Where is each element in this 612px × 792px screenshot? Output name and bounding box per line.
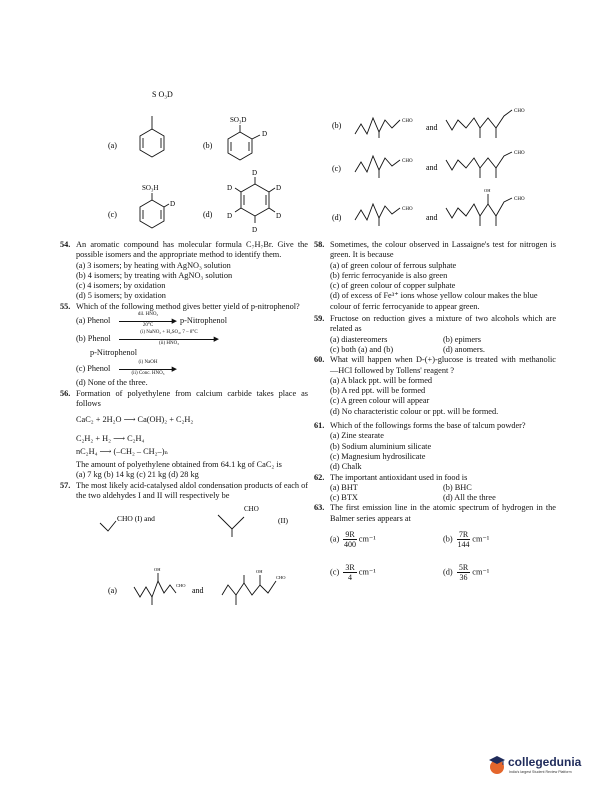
option-a-label: (a) [330,534,340,544]
logo-tagline: India's largest Student Review Platform [509,770,572,774]
option-d-label: (d) [443,567,453,577]
question-55 [60,302,308,312]
option-b-label: (b) [203,141,213,150]
option-d: (d) None of the three. [76,378,148,388]
d-d-top: D [252,169,258,177]
options-row: (a) 7 kg (b) 14 kg (c) 21 kg (d) 28 kg [76,470,199,480]
arrow-head-icon: ▶ [171,317,177,326]
cho-b2: CHO [514,109,525,114]
unit: cm⁻¹ [358,567,376,577]
cho-b1: CHO [402,119,413,124]
option-d: (d) of excess of Fe³⁺ ions whose yellow colour makes the blue colour of ferric ferrocyanide to appear green. [330,291,538,311]
question-number: 58. [314,240,325,249]
option-b: (b) A red ppt. will be formed [330,386,426,396]
question-56 [60,389,308,410]
cho-c2: CHO [514,151,525,156]
and-c: and [426,163,438,172]
so3d-top-label: S O₃D [152,90,173,99]
question-57 [60,481,308,502]
benzene-ring-a [140,116,164,157]
option-b-product: p-Nitrophenol [90,348,138,358]
question-text: Sometimes, the colour observed in Lassaigne's test for nitrogen is green. It is because [330,240,556,260]
option-b: (b) Sodium aluminium silicate [330,441,432,451]
unit: cm⁻¹ [472,567,490,577]
arrow-head-icon: ▶ [171,365,177,374]
question-text: The most likely acid-catalysed aldol condensation products of each of the two aldehydes I and II will respectively be [76,480,309,501]
oh-d: OH [484,188,491,193]
question-number: 62. [314,472,325,482]
question-text-2: The amount of polyethylene obtained from 64.1 kg of CaC₂ is [76,460,282,470]
option-c: (c) BTX [330,493,358,503]
question-number: 60. [314,355,325,365]
reagent-label: dil. HNO₃ [137,312,159,318]
chain-b2 [446,110,512,130]
option-b: (b) epimers [443,334,482,344]
oh-a1: OH [154,567,161,573]
benzene-ring-b [228,125,260,160]
option-b [443,530,556,549]
so3d-b: SO₃D [230,116,247,124]
product-a1-chain [134,581,176,597]
denominator: 36 [459,573,468,583]
cho-d1: CHO [402,207,413,212]
unit: cm⁻¹ [472,534,490,544]
reaction-arrow [119,314,177,328]
option-b-label: (b) [443,534,453,544]
arrow-head-icon: ▶ [213,335,219,344]
chain-b1 [355,118,400,134]
denominator: 144 [457,540,470,550]
option-d: (d) All the three [443,493,496,503]
cho-d2: CHO [514,197,525,202]
question-number: 61. [314,421,325,431]
option-a: (a) BHT [330,482,358,492]
option-d: (d) No characteristic colour or ppt. will be formed. [330,406,499,416]
d-d-bottom: D [252,226,258,234]
d-d-right-down: D [276,212,282,220]
reaction-arrow [119,362,177,376]
aldol-options-right [330,98,560,238]
option-c: (c) both (a) and (b) [330,344,394,354]
aldehyde-i-chain [100,521,116,531]
question-63 [314,503,556,524]
option-c: (c) A green colour will appear [330,396,430,406]
option-c: (c) Magnesium hydrosilicate [330,451,426,461]
chain-d1 [355,204,400,220]
option-d: (d) anomers. [443,344,485,354]
numerator: 7R [458,530,469,540]
option-a: (a) diastereomers [330,334,388,344]
product-a2-chain [222,581,276,595]
graduation-cap-icon [488,754,506,776]
options-row-2 [314,493,556,503]
reagent-label: (i) NaNO₂ + H₂SO₄, 7 – 8°C [140,330,198,336]
question-text: Which of the following method gives better yield of p-nitrophenol? [76,301,300,311]
option-a-label: (a) [108,586,117,596]
question-61 [314,421,556,431]
reagent-label-2: (ii) HNO₃ [159,341,179,347]
question-60 [314,355,556,376]
right-column [314,240,556,582]
option-a: (a) Zine stearate [330,431,384,441]
question-number: 54. [60,240,71,249]
denominator: 400 [344,540,357,550]
question-text: The important antioxidant used in food is [330,472,468,482]
options-row-2 [314,563,556,582]
question-text: The first emission line in the atomic spectrum of hydrogen in the Balmer series appears at [330,503,556,523]
question-62 [314,473,556,483]
equation-3: nC₂H₄ ⟶ (–CH₂ – CH₂–)ₙ [76,446,169,456]
d-c: D [170,200,176,208]
and-a: and [192,586,204,596]
question-number: 57. [60,480,71,490]
reagent-label-2: (ii) Conc. HNO₃ [131,371,165,377]
option-a: (a) of green colour of ferrous sulphate [330,260,457,270]
aldehyde-ii-chain [218,515,244,529]
option-a-label: (a) [108,141,117,150]
collegedunia-logo [488,752,580,784]
benzene-ring-c [140,193,169,228]
question-number: 59. [314,314,325,324]
question-text: What will happen when D-(+)-glucose is treated with methanolic —HCl followed by Tollens' reagent ? [330,355,556,375]
option-c: (c) 4 isomers; by oxidation [76,281,166,291]
structure-options-top [100,80,310,245]
option-a-reaction [60,314,308,328]
fraction-a [343,530,356,549]
option-c-label-right: (c) [332,164,341,173]
option-b: (b) 4 isomers; by treating with AgNO₃ solution [76,270,233,280]
left-column [60,240,308,625]
question-number: 56. [60,388,71,398]
option-a-label: (a) Phenol [76,315,111,325]
numerator: 3R [345,563,355,573]
fraction-c [343,563,356,582]
option-a: (a) A black ppt. will be formed [330,375,433,385]
aldehyde-structures [60,501,308,621]
option-b-label-right: (b) [332,121,342,130]
option-c [330,563,443,582]
logo-name: collegedunia [508,755,582,769]
d-b: D [262,130,268,138]
reaction-arrow [119,332,219,346]
cho-a1: CHO [176,583,186,589]
equation-1: CaC₂ + 2H₂O ⟶ Ca(OH)₂ + C₂H₂ [76,415,194,425]
option-b-label: (b) Phenol [76,333,111,343]
so3h-c: SO₃H [142,184,159,192]
question-58 [314,240,556,261]
cho-c1: CHO [402,159,413,164]
option-d-label-right: (d) [332,213,342,222]
benzene-ring-d [235,177,275,223]
equation-2: C₂H₂ + H₂ ⟶ C₂H₄ [76,433,145,443]
option-c-label: (c) [330,567,340,577]
fraction-b [457,530,470,549]
option-a: (a) 3 isomers; by heating with AgNO₃ solution [76,260,231,270]
aldehyde-ii-cho: CHO [244,505,259,514]
aldehyde-ii-label: (II) [278,516,288,526]
fraction-d [457,563,470,582]
product-label: p-Nitrophenol [180,315,228,325]
option-b: (b) ferric ferrocyanide is also green [330,270,448,280]
unit: cm⁻¹ [358,534,376,544]
option-d: (d) 5 isomers; by oxidation [76,291,166,301]
aldehyde-i-label: CHO (I) and [117,514,155,524]
options-row-2 [314,345,556,355]
options-row-1 [314,335,556,345]
cho-a2: CHO [276,575,286,581]
options-row-1 [314,530,556,549]
oh-a2: OH [256,569,263,575]
option-d [443,563,556,582]
chain-c2 [446,152,512,170]
option-c: (c) of green colour of copper sulphate [330,281,456,291]
question-number: 55. [60,301,71,311]
question-text: Formation of polyethylene from calcium carbide takes place as follows [76,388,308,408]
question-number: 63. [314,503,325,513]
question-59 [314,314,556,335]
reagent-label: (i) NaOH [138,360,158,366]
and-d: and [426,213,438,222]
option-c-label: (c) [108,210,117,219]
condition-label: 20°C [142,323,154,329]
d-d-left-down: D [227,212,233,220]
and-b: and [426,123,438,132]
option-c-reaction [60,362,308,376]
numerator: 5R [458,563,469,573]
options-row-1 [314,483,556,493]
d-d-right-up: D [276,184,282,192]
numerator: 9R [345,530,355,540]
question-text: An aromatic compound has molecular formula C₇H₇Br. Give the possible isomers and the appropriate method to identify them. [76,240,308,260]
question-54 [60,240,308,261]
question-text: Fructose on reduction gives a mixture of two alcohols which are related as [330,314,556,334]
chain-d2 [446,198,512,218]
option-a [330,530,443,549]
option-d-label: (d) [203,210,213,219]
option-d: (d) Chalk [330,462,362,472]
option-b: (b) BHC [443,482,472,492]
option-c-label: (c) Phenol [76,364,111,374]
d-d-left-up: D [227,184,233,192]
denominator: 4 [348,573,353,583]
question-text: Which of the followings forms the base of talcum powder? [330,421,526,431]
option-b-reaction [60,332,308,346]
chain-c1 [355,156,400,172]
